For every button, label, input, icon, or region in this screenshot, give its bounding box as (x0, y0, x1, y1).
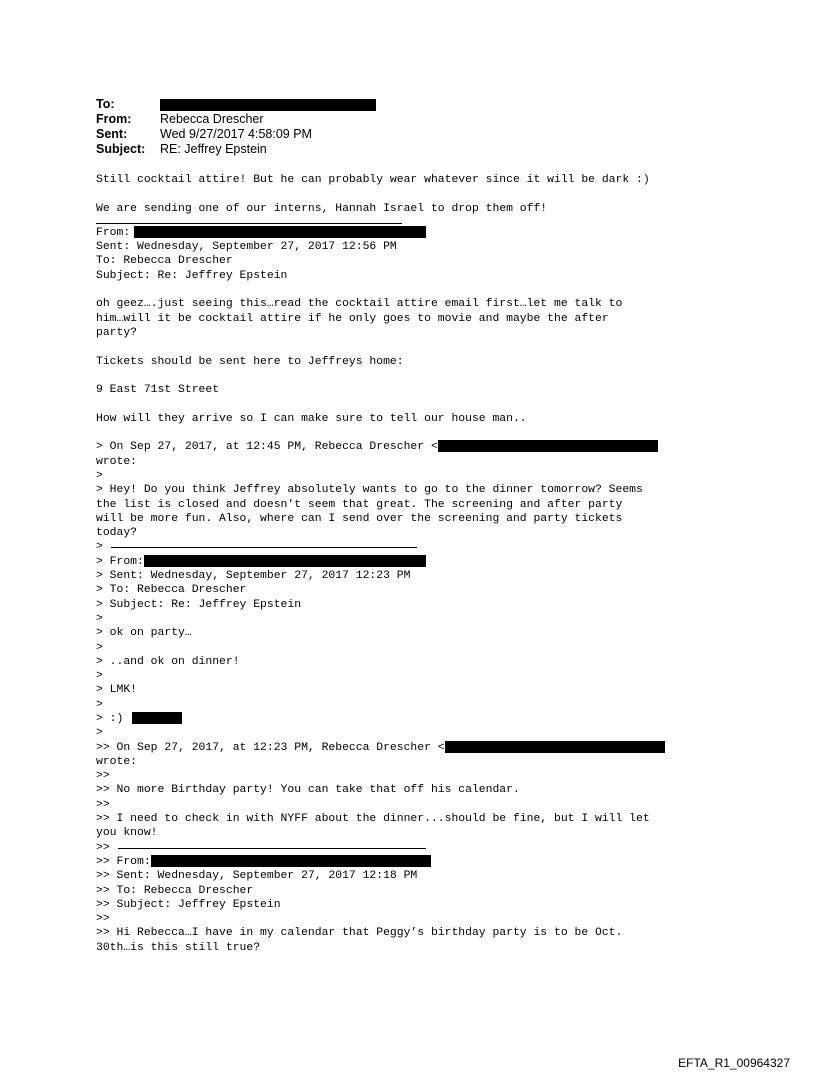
body-line: > LMK! (96, 684, 138, 697)
email-header (96, 97, 376, 157)
attribution-text: >> On Sep 27, 2017, at 12:23 PM, Rebecca Drescher < (96, 741, 445, 754)
body-line: wrote: (96, 755, 138, 768)
quoted-sent-line: >> Sent: Wednesday, September 27, 2017 12:18 PM (96, 870, 418, 883)
quote-blank-line: >> (96, 798, 110, 811)
body-line: >> I need to check in with NYFF about the dinner...should be fine, but I will let (96, 813, 650, 826)
body-line: Tickets should be sent here to Jeffreys home: (96, 355, 404, 368)
header-subject-row (96, 142, 376, 157)
separator-rule (96, 223, 402, 224)
document-id: EFTA_R1_00964327 (678, 1056, 790, 1070)
header-sent-row (96, 127, 376, 142)
blank-line (96, 340, 736, 354)
blank-line (96, 283, 736, 297)
body-line: today? (96, 527, 138, 540)
quoted-sent-line: > Sent: Wednesday, September 27, 2017 12:23 PM (96, 570, 411, 583)
to-label: To: (96, 97, 115, 111)
quoted-from-line (96, 555, 736, 569)
redaction-bar (132, 712, 182, 724)
quote-blank-line: >> (96, 913, 110, 926)
from-field-label: From: (96, 226, 131, 239)
body-line: 30th…is this still true? (96, 941, 261, 954)
quoted-from-line (96, 855, 736, 869)
body-line: wrote: (96, 455, 138, 468)
blank-line (96, 426, 736, 440)
separator-rule (118, 848, 426, 849)
redaction-bar (445, 741, 665, 753)
quote-blank-line: > (96, 698, 103, 711)
smile-text: > :) (96, 713, 124, 725)
quoted-to-line: > To: Rebecca Drescher (96, 584, 247, 597)
body-line: oh geez….just seeing this…read the cocktail attire email first…let me talk to (96, 298, 623, 311)
body-line: >> No more Birthday party! You can take that off his calendar. (96, 784, 520, 797)
quote-attribution-line (96, 741, 736, 755)
quote-rule-line (96, 540, 736, 554)
quote-prefix: > (96, 541, 103, 554)
body-line: > ok on party… (96, 627, 192, 640)
body-line: you know! (96, 827, 158, 840)
redaction-bar (438, 440, 658, 452)
body-line: the list is closed and doesn't seem that great. The screening and after party (96, 498, 623, 511)
quote-blank-line: > (96, 612, 103, 625)
blank-line (96, 369, 736, 383)
body-line: party? (96, 326, 138, 339)
body-line (96, 712, 736, 726)
quoted-sent-line: Sent: Wednesday, September 27, 2017 12:56 PM (96, 241, 397, 254)
from-field-label: >> From: (96, 855, 151, 868)
quote-blank-line: > (96, 469, 103, 482)
from-field-label: > From: (96, 555, 144, 568)
body-line: > Hey! Do you think Jeffrey absolutely wants to go to the dinner tomorrow? Seems (96, 484, 643, 497)
body-line: > ..and ok on dinner! (96, 655, 240, 668)
quoted-subject-line: Subject: Re: Jeffrey Epstein (96, 269, 288, 282)
separator-rule (111, 547, 417, 548)
quoted-to-line: >> To: Rebecca Drescher (96, 884, 254, 897)
quoted-subject-line: > Subject: Re: Jeffrey Epstein (96, 598, 302, 611)
quote-attribution-line (96, 440, 736, 454)
redaction-bar (151, 855, 431, 867)
from-label: From: (96, 112, 132, 126)
quote-blank-line: > (96, 641, 103, 654)
body-line: will be more fun. Also, where can I send over the screening and party tickets (96, 512, 623, 525)
blank-line (96, 397, 736, 411)
redaction-bar (134, 226, 426, 238)
body-line: him…will it be cocktail attire if he only goes to movie and maybe the after (96, 312, 609, 325)
body-line: We are sending one of our interns, Hannah Israel to drop them off! (96, 202, 548, 215)
blank-line (96, 187, 736, 201)
address-line: 9 East 71st Street (96, 384, 220, 397)
quote-prefix: >> (96, 841, 110, 854)
body-line: >> Hi Rebecca…I have in my calendar that Peggy’s birthday party is to be Oct. (96, 927, 623, 940)
quoted-from-line (96, 226, 736, 240)
quoted-to-line: To: Rebecca Drescher (96, 255, 233, 268)
email-body (96, 173, 736, 955)
sent-label: Sent: (96, 127, 128, 141)
header-from-row (96, 112, 376, 127)
quote-blank-line: > (96, 670, 103, 683)
header-to-row (96, 97, 376, 112)
quoted-subject-line: >> Subject: Jeffrey Epstein (96, 898, 281, 911)
quote-rule-line (96, 841, 736, 855)
subject-label: Subject: (96, 142, 146, 156)
sent-value: Wed 9/27/2017 4:58:09 PM (160, 127, 312, 141)
attribution-text: > On Sep 27, 2017, at 12:45 PM, Rebecca Drescher < (96, 441, 438, 454)
subject-value: RE: Jeffrey Epstein (160, 142, 267, 156)
redaction-bar (144, 555, 426, 567)
quote-blank-line: > (96, 727, 103, 740)
redaction-bar (160, 99, 376, 111)
from-value: Rebecca Drescher (160, 112, 264, 126)
body-line: Still cocktail attire! But he can probably wear whatever since it will be dark :) (96, 174, 650, 186)
quote-blank-line: >> (96, 770, 110, 783)
body-line: How will they arrive so I can make sure to tell our house man.. (96, 412, 527, 425)
